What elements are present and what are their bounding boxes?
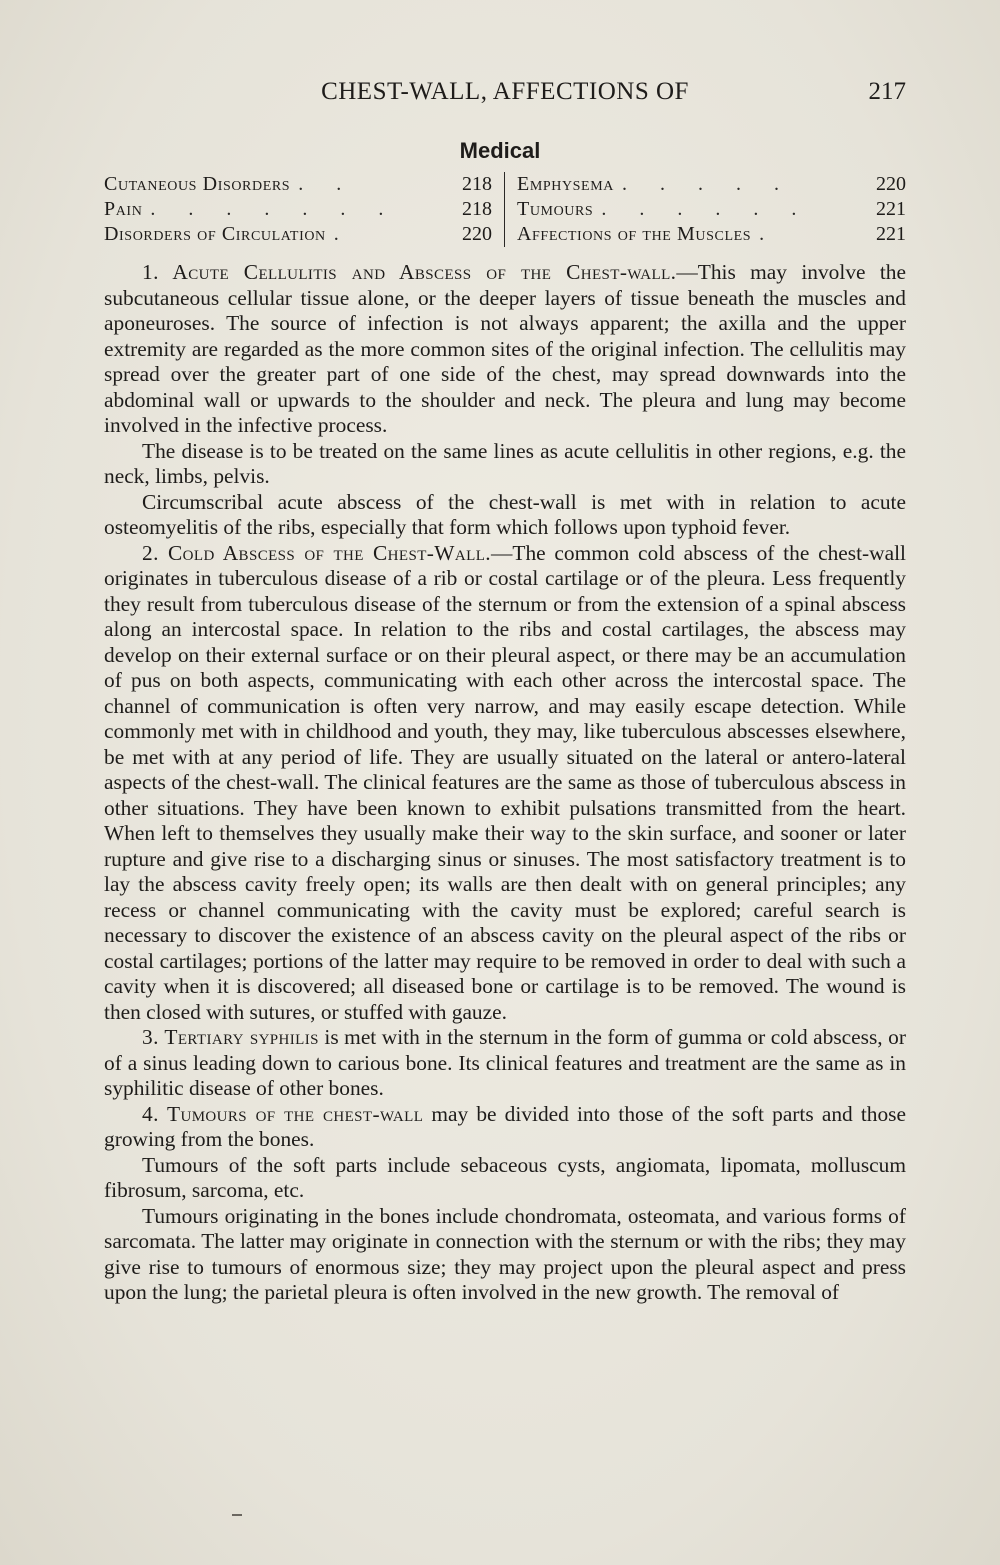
section-heading: Medical (459, 138, 541, 163)
paragraph-text: —This may involve the subcutaneous cellular tissue alone, or the deeper layers of tissue beneath the muscles and aponeuroses. The source of infection is not always apparent; the axilla and the upper extremity are regarded as the more common sites of the original infection. The cellulitis may spread over the greater part of one side of the chest, may spread downwards into the abdominal wall or upwards to the shoulder and neck. The pleura and lung may become involved in the infective process. (104, 260, 906, 437)
contents-entry-label: Emphysema (517, 173, 614, 195)
paragraph-text: Tumours of the soft parts include sebaceous cysts, angiomata, lipomata, molluscum fibrosum, sarcoma, etc. (104, 1152, 906, 1202)
paragraph-text: Circumscribal acute abscess of the chest-wall is met with in relation to acute osteomyelitis of the ribs, especially that form which follows upon typhoid fever. (104, 489, 906, 539)
running-head (104, 78, 906, 112)
paragraph-heading: 3. Tertiary syphilis (142, 1025, 319, 1049)
dot-leader: . (333, 223, 353, 245)
contents-entry (517, 172, 906, 197)
dot-leader: . . (298, 173, 356, 195)
contents-entry (104, 222, 492, 247)
paragraph (104, 1102, 906, 1153)
contents-entry-page: 218 (462, 173, 492, 195)
dot-leader: . (759, 223, 779, 245)
paragraph-heading: 2. Cold Abscess of the Chest-Wall. (142, 540, 491, 565)
contents-table (104, 172, 906, 247)
contents-entry-page: 218 (462, 198, 492, 220)
ink-mark (232, 1514, 242, 1516)
contents-entry (104, 197, 492, 222)
contents-entry-label: Tumours (517, 198, 594, 220)
page-number: 217 (868, 78, 906, 105)
contents-entry (517, 197, 906, 222)
paragraph (104, 541, 906, 1026)
contents-entry (517, 222, 906, 247)
dot-leader: . . . . . . (601, 198, 811, 220)
running-title: CHEST-WALL, AFFECTIONS OF (321, 78, 689, 105)
paragraph (104, 490, 906, 541)
paragraph-heading: 1. Acute Cellulitis and Abscess of the Chest-wall. (142, 260, 677, 284)
contents-left-column (104, 172, 505, 247)
paragraph-text: may be divided into those of the soft parts and those growing from the bones. (104, 1101, 907, 1151)
contents-entry-label: Affections of the Muscles (517, 223, 752, 245)
paragraph (104, 439, 906, 490)
contents-entry-label: Cutaneous Disorders (104, 173, 291, 195)
paragraph-text: Tumours originating in the bones include chondromata, osteomata, and various forms of sarcomata. The latter may originate in connection with the sternum or with the ribs; they may give rise to tumours of enormous size; they may project upon the pleural aspect and press upon the lung; the parietal pleura is often involved in the new growth. The removal of (104, 1203, 906, 1304)
contents-right-column (505, 172, 906, 247)
contents-entry-page: 221 (876, 198, 906, 220)
body-text (104, 260, 906, 1306)
paragraph-text: The disease is to be treated on the same lines as acute cellulitis in other regions, e.g. the neck, limbs, pelvis. (104, 438, 906, 488)
dot-leader: . . . . . . . (150, 198, 398, 220)
paragraph-heading: 4. Tumours of the chest-wall (142, 1101, 424, 1126)
contents-entry-label: Pain (104, 198, 143, 220)
paragraph (104, 1204, 906, 1306)
paragraph (104, 1025, 906, 1102)
contents-entry-page: 221 (876, 223, 906, 245)
dot-leader: . . . . . (621, 173, 793, 195)
contents-entry (104, 172, 492, 197)
contents-entry-page: 220 (462, 223, 492, 245)
paragraph-text: is met with in the sternum in the form of gumma or cold abscess, or of a sinus leading down to carious bone. Its clinical features and treatment are the same as in syphilitic disease of other bones. (104, 1025, 906, 1100)
contents-entry-page: 220 (876, 173, 906, 195)
paragraph (104, 260, 906, 439)
paragraph-text: —The common cold abscess of the chest-wall originates in tuberculous disease of a rib or costal cartilage or of the pleura. Less frequently they result from tuberculous disease of the sternum or from the extension of a spinal abscess along an intercostal space. In relation to the ribs and costal cartilages, the abscess may develop on their external surface or on their pleural aspect, or there may be an accumulation of pus on both aspects, communicating with each other across the intercostal space. The channel of communication is often very narrow, and may easily escape detection. While commonly met with in childhood and youth, they may, like tuberculous abscesses elsewhere, be met with at any period of life. They are usually situated on the lateral or antero-lateral aspects of the chest-wall. The clinical features are the same as those of tuberculous abscess in other situations. They have been known to exhibit pulsations transmitted from the heart. When left to themselves they usually make their way to the skin surface, and sooner or later rupture and give rise to a discharging sinus or sinuses. The most satisfactory treatment is to lay the abscess cavity freely open; its walls are then dealt with on general principles; any recess or channel communicating with the cavity must be explored; careful search is necessary to discover the existence of an abscess cavity on the pleural aspect of the ribs or costal cartilages; portions of the latter may require to be removed in order to deal with such a cavity when it is discovered; all diseased bone or cartilage is to be removed. The wound is then closed with sutures, or stuffed with gauze. (104, 540, 906, 1024)
contents-entry-label: Disorders of Circulation (104, 223, 326, 245)
paragraph (104, 1153, 906, 1204)
